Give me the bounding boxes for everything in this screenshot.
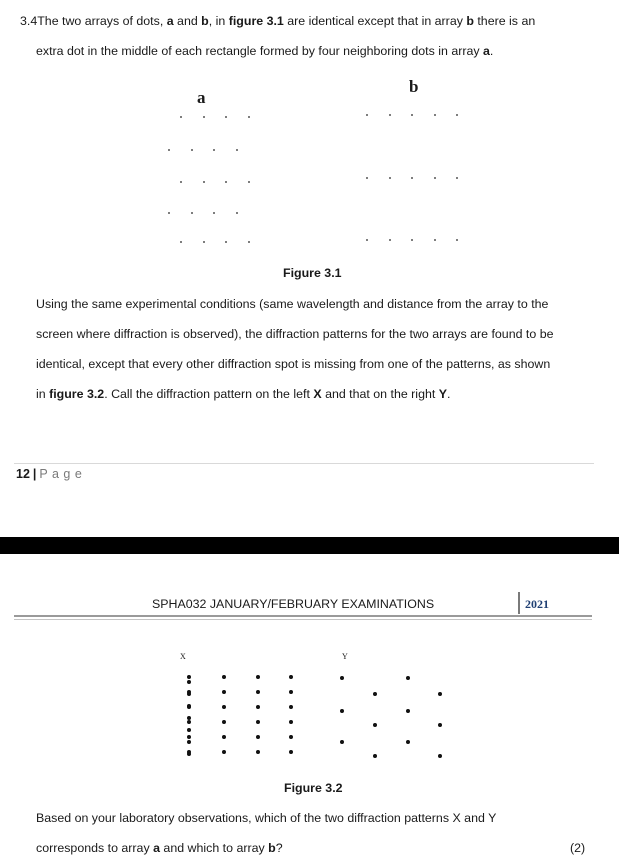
pattern-x-dot [187,728,191,732]
footer-rule [14,463,594,464]
pattern-x-label: X [180,652,186,661]
paragraph-line-2: screen where diffraction is observed), the diffraction patterns for the two arrays are found to be [36,327,554,341]
question-line-2: corresponds to array a and which to array b? [36,841,283,855]
array-a-dot [248,241,250,243]
array-b-label: b [409,77,419,96]
array-a-dot [236,149,238,151]
figure-3-2-caption: Figure 3.2 [284,781,343,795]
pattern-y-dot [438,692,442,696]
array-b-dot [434,239,436,241]
header-rule-thin [14,619,592,620]
array-b-dot [456,177,458,179]
pattern-x-dot [187,740,191,744]
array-a-dot [213,212,215,214]
array-a-dot [180,181,182,183]
pattern-x-dot [256,750,260,754]
array-b-dot [389,114,391,116]
array-a-dot [248,181,250,183]
array-b-dot [434,177,436,179]
array-b-dot [411,114,413,116]
page-footer: 12 | P a g e [16,467,83,481]
pattern-y-dot [373,692,377,696]
pattern-x-dot [289,720,293,724]
pattern-x-dot [289,705,293,709]
pattern-x-dot [222,675,226,679]
page-number: 12 [16,467,30,481]
question-3-4-line-1: 3.4The two arrays of dots, a and b, in figure 3.1 are identical except that in array b there is an [20,14,536,28]
pattern-x-dot [256,735,260,739]
question-number: 3.4 [20,14,38,28]
array-a-dot [203,116,205,118]
pattern-x-dot [222,690,226,694]
pattern-x-dot [187,704,191,708]
exam-header-title: SPHA032 JANUARY/FEBRUARY EXAMINATIONS [152,597,435,611]
array-a-dot [180,241,182,243]
pattern-x-dot [187,716,191,720]
pattern-y-dot [438,723,442,727]
pattern-x-dot [256,705,260,709]
pattern-x-dot [256,690,260,694]
array-a-dot [168,149,170,151]
paragraph-line-3: identical, except that every other diffraction spot is missing from one of the patterns, as shown [36,357,551,371]
array-a-dot [236,212,238,214]
pattern-y-dot [406,676,410,680]
question-line-1: Based on your laboratory observations, which of the two diffraction patterns X and Y [36,811,497,825]
paragraph-line-4: in figure 3.2. Call the diffraction pattern on the left X and that on the right Y. [36,387,451,401]
array-b-dot [389,239,391,241]
pattern-x-dot [222,735,226,739]
pattern-y-label: Y [342,652,348,661]
pattern-x-dot [187,720,191,724]
pattern-y-dot [373,723,377,727]
pattern-x-dot [187,680,191,684]
array-a-dot [225,241,227,243]
array-b-dot [389,177,391,179]
page-divider [0,537,619,554]
array-a-dot [191,149,193,151]
array-a-dot [168,212,170,214]
pattern-y-dot [406,709,410,713]
pattern-x-dot [256,675,260,679]
pattern-y-dot [340,676,344,680]
pattern-y-dot [373,754,377,758]
array-b-dot [456,239,458,241]
pattern-x-dot [222,705,226,709]
pattern-x-dot [289,750,293,754]
array-b-dot [366,239,368,241]
array-b-dot [366,177,368,179]
pattern-x-dot [187,692,191,696]
array-b-dot [411,177,413,179]
array-b-dot [411,239,413,241]
array-b-dot [434,114,436,116]
question-3-4-line-2: extra dot in the middle of each rectangle formed by four neighboring dots in array a. [36,44,494,58]
array-a-dot [225,116,227,118]
array-a-dot [225,181,227,183]
array-a-dot [213,149,215,151]
exam-header-year: 2021 [525,597,549,611]
pattern-x-dot [222,720,226,724]
pattern-x-dot [187,735,191,739]
pattern-y-dot [340,740,344,744]
array-a-dot [180,116,182,118]
header-vertical-rule [518,592,520,614]
pattern-x-dot [187,752,191,756]
pattern-y-dot [340,709,344,713]
array-b-dot [366,114,368,116]
array-b-dot [456,114,458,116]
array-a-dot [203,241,205,243]
pattern-x-dot [289,675,293,679]
array-a-dot [203,181,205,183]
marks: (2) [570,841,586,855]
pattern-y-dot [406,740,410,744]
header-rule [14,615,592,617]
array-a-dot [248,116,250,118]
figure-ref: figure 3.1 [228,14,284,28]
figure-ref: figure 3.2 [49,387,105,401]
pattern-x-dot [289,690,293,694]
array-a-label: a [197,88,206,107]
pattern-x-dot [256,720,260,724]
pattern-x-dot [222,750,226,754]
paragraph-line-1: Using the same experimental conditions (same wavelength and distance from the array to the [36,297,549,311]
array-a-dot [191,212,193,214]
pattern-x-dot [289,735,293,739]
pattern-y-dot [438,754,442,758]
pattern-x-dot [187,675,191,679]
figure-3-1-caption: Figure 3.1 [283,266,342,280]
